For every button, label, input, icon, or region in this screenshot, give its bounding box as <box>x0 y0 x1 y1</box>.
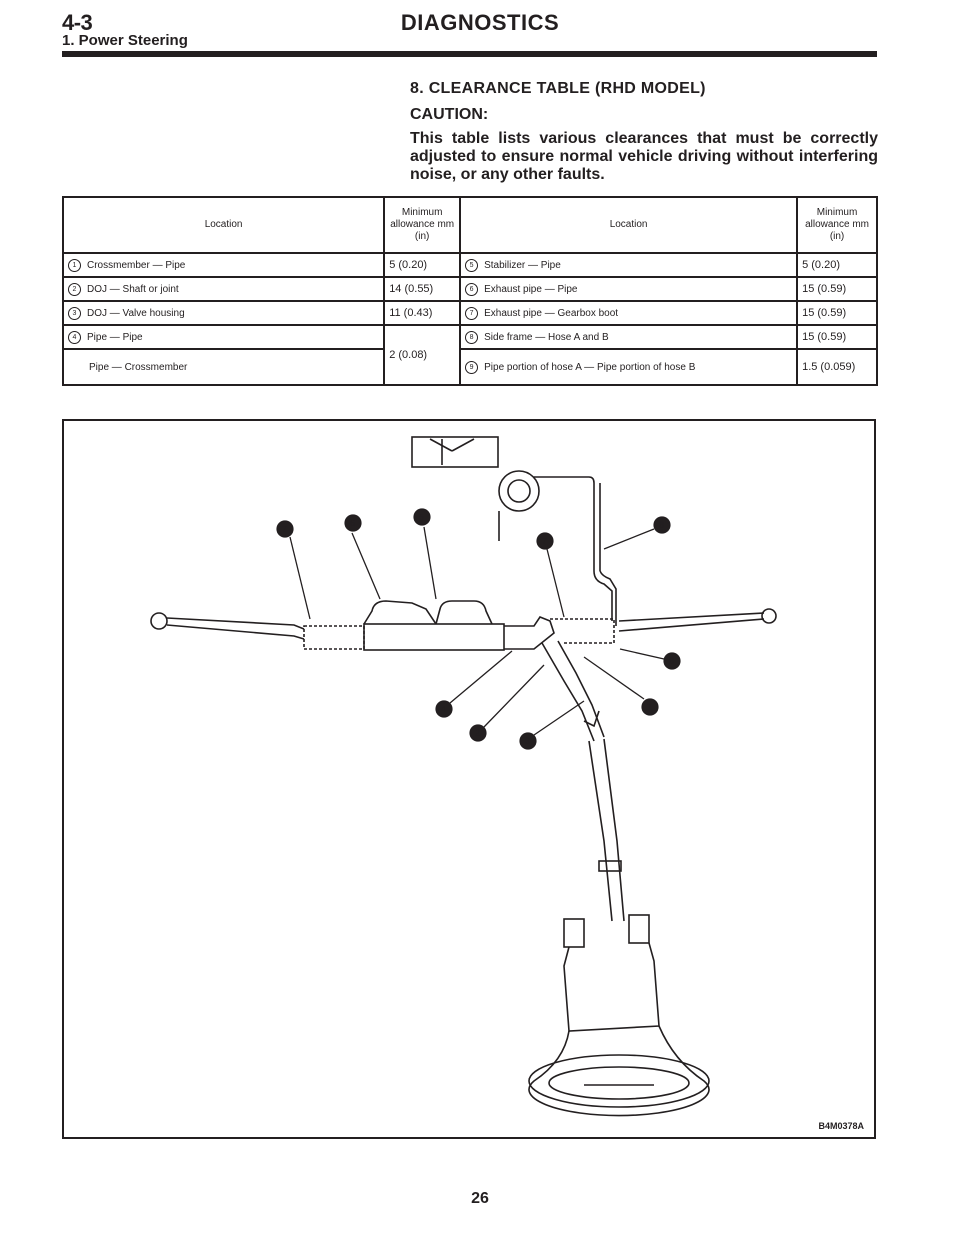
header-rule <box>62 51 877 57</box>
location-cell: 3 DOJ — Valve housing <box>63 301 384 325</box>
caution-text: This table lists various clearances that must be correctly adjusted to ensure normal vehicle driving without interfering noise, or any other faults. <box>410 130 878 183</box>
callout-number-icon: 2 <box>68 283 81 296</box>
table-row <box>63 301 877 325</box>
allowance-cell: 14 (0.55) <box>384 277 460 301</box>
callout-number-icon: 9 <box>465 361 478 374</box>
table-row <box>63 253 877 277</box>
page-subtitle: 1. Power Steering <box>62 32 188 49</box>
svg-text:3: 3 <box>525 736 531 746</box>
allowance-cell: 5 (0.20) <box>797 253 877 277</box>
section-number: 4-3 <box>62 10 93 35</box>
figure-code: B4M0378A <box>818 1121 864 1131</box>
svg-text:8: 8 <box>669 656 675 666</box>
allowance-cell: 11 (0.43) <box>384 301 460 325</box>
callout-number-icon: 8 <box>465 331 478 344</box>
callout-number-icon: 6 <box>465 283 478 296</box>
allowance-cell: 15 (0.59) <box>797 301 877 325</box>
clearance-table <box>62 196 878 386</box>
section-heading: 8. CLEARANCE TABLE (RHD MODEL) <box>410 80 706 97</box>
location-cell: 1 Crossmember — Pipe <box>63 253 384 277</box>
callout-number-icon: 3 <box>68 307 81 320</box>
location-cell: 6 Exhaust pipe — Pipe <box>460 277 797 301</box>
allowance-cell: 5 (0.20) <box>384 253 460 277</box>
page-title: DIAGNOSTICS <box>400 10 560 35</box>
svg-text:6: 6 <box>350 518 356 528</box>
location-cell: 7 Exhaust pipe — Gearbox boot <box>460 301 797 325</box>
allowance-cell: 1.5 (0.059) <box>797 349 877 385</box>
svg-text:8: 8 <box>659 520 665 530</box>
table-row <box>63 349 877 385</box>
header-location-left: Location <box>63 197 384 253</box>
callout-number-icon: 1 <box>68 259 81 272</box>
table-row <box>63 325 877 349</box>
section-intro <box>410 80 878 184</box>
allowance-cell: 15 (0.59) <box>797 277 877 301</box>
allowance-cell: 2 (0.08) <box>384 325 460 385</box>
header-allowance-right: Minimum allowance mm (in) <box>797 197 877 253</box>
steering-diagram <box>62 419 876 1139</box>
page-number: 26 <box>471 1190 489 1207</box>
svg-text:1: 1 <box>647 702 653 712</box>
svg-text:2: 2 <box>475 728 481 738</box>
allowance-cell: 15 (0.59) <box>797 325 877 349</box>
caution-label: CAUTION: <box>410 106 489 123</box>
table-header-row <box>63 197 877 253</box>
table-row <box>63 277 877 301</box>
header-allowance-left: Minimum allowance mm (in) <box>384 197 460 253</box>
svg-text:5: 5 <box>419 512 425 522</box>
location-cell: 2 DOJ — Shaft or joint <box>63 277 384 301</box>
power-steering-illustration <box>64 421 876 1139</box>
callout-7a: 7 <box>282 524 288 534</box>
location-cell: Pipe — Crossmember <box>63 349 384 385</box>
callout-number-icon: 7 <box>465 307 478 320</box>
callout-number-icon: 5 <box>465 259 478 272</box>
location-cell: 8 Side frame — Hose A and B <box>460 325 797 349</box>
header-location-right: Location <box>460 197 797 253</box>
location-cell: 4 Pipe — Pipe <box>63 325 384 349</box>
svg-text:4: 4 <box>441 704 447 714</box>
location-cell: 9 Pipe portion of hose A — Pipe portion of hose B <box>460 349 797 385</box>
svg-text:7: 7 <box>542 536 548 546</box>
location-cell: 5 Stabilizer — Pipe <box>460 253 797 277</box>
callout-number-icon: 4 <box>68 331 81 344</box>
